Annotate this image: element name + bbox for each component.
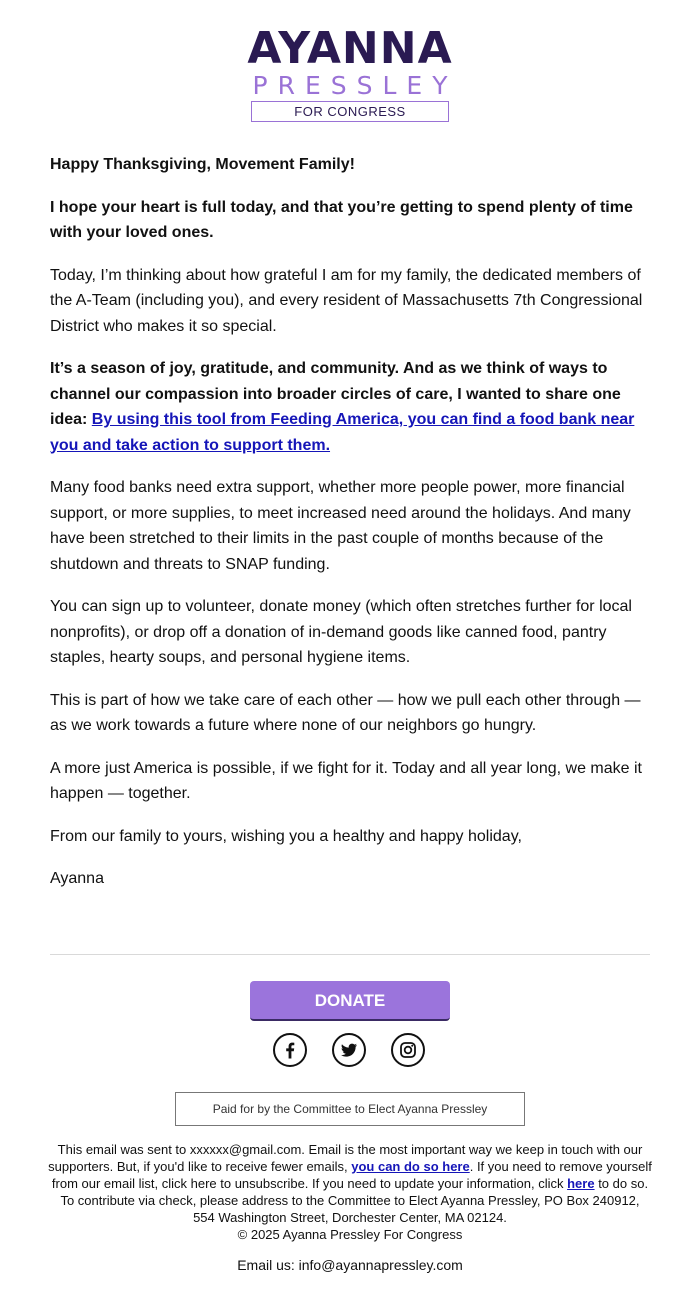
paragraph-1: I hope your heart is full today, and that you’re getting to spend plenty of time with your loved ones. bbox=[50, 198, 633, 241]
divider bbox=[50, 954, 650, 955]
paragraph-8: From our family to yours, wishing you a healthy and happy holiday, bbox=[50, 827, 522, 845]
logo-name: AYANNA bbox=[247, 23, 453, 74]
paragraph-6: This is part of how we take care of each other — how we pull each other through — as we work towards a future where none of our neighbors go hungry. bbox=[50, 691, 641, 734]
greeting: Happy Thanksgiving, Movement Family! bbox=[50, 156, 355, 173]
footer-text bbox=[48, 1141, 652, 1243]
paragraph-3 bbox=[50, 356, 650, 458]
update-info-link[interactable]: here bbox=[567, 1176, 595, 1191]
paragraph-3-text: It’s a season of joy, gratitude, and community. And as we think of ways to channel our compassion into broader circles of care, I wanted to share one idea: bbox=[50, 360, 621, 428]
logo-tagline: FOR CONGRESS bbox=[251, 101, 449, 122]
twitter-icon[interactable] bbox=[332, 1033, 366, 1067]
paid-for-disclaimer: Paid for by the Committee to Elect Ayanna Pressley bbox=[175, 1092, 525, 1126]
donate-button[interactable]: DONATE bbox=[250, 981, 450, 1021]
copyright: © 2025 Ayanna Pressley For Congress bbox=[237, 1227, 463, 1242]
paragraph-2: Today, I’m thinking about how grateful I am for my family, the dedicated members of the A-Team (including you), and every resident of Massachusetts 7th Congressional District who makes it so special. bbox=[50, 266, 643, 335]
signature: Ayanna bbox=[50, 870, 104, 887]
facebook-icon[interactable] bbox=[273, 1033, 307, 1067]
campaign-logo bbox=[0, 23, 700, 122]
footer-text-3: to do so. To contribute via check, please address to the Committee to Elect Ayanna Pressley, PO Box 240912, 554 Washington Street, Dorchester Center, MA 02124. bbox=[60, 1176, 649, 1225]
email-us: Email us: info@ayannapressley.com bbox=[237, 1257, 463, 1273]
instagram-icon[interactable] bbox=[391, 1033, 425, 1067]
feeding-america-link[interactable]: By using this tool from Feeding America, you can find a food bank near you and take action to support them. bbox=[50, 411, 635, 454]
paragraph-7: A more just America is possible, if we fight for it. Today and all year long, we make it happen — together. bbox=[50, 759, 642, 802]
paragraph-4: Many food banks need extra support, whether more people power, more financial support, or more supplies, to meet increased need around the holidays. And many have been stretched to their limits in the past couple of months because of the shutdown and threats to SNAP funding. bbox=[50, 479, 631, 573]
fewer-emails-link[interactable]: you can do so here bbox=[351, 1159, 470, 1174]
footer-text-1: This email was sent to xxxxxx@gmail.com. Email is the most important way we keep in touch with our supporters. But, if you'd like to receive fewer emails, bbox=[48, 1142, 643, 1174]
email-body bbox=[50, 152, 650, 909]
logo-surname: PRESSLEY bbox=[252, 71, 458, 100]
footer-text-2: . If you need to remove yourself from our email list, click here to unsubscribe. If you need to update your information, click bbox=[51, 1159, 652, 1191]
paragraph-5: You can sign up to volunteer, donate money (which often stretches further for local nonprofits), or drop off a donation of in-demand goods like canned food, pantry staples, hearty soups, and personal hygiene items. bbox=[50, 598, 632, 666]
